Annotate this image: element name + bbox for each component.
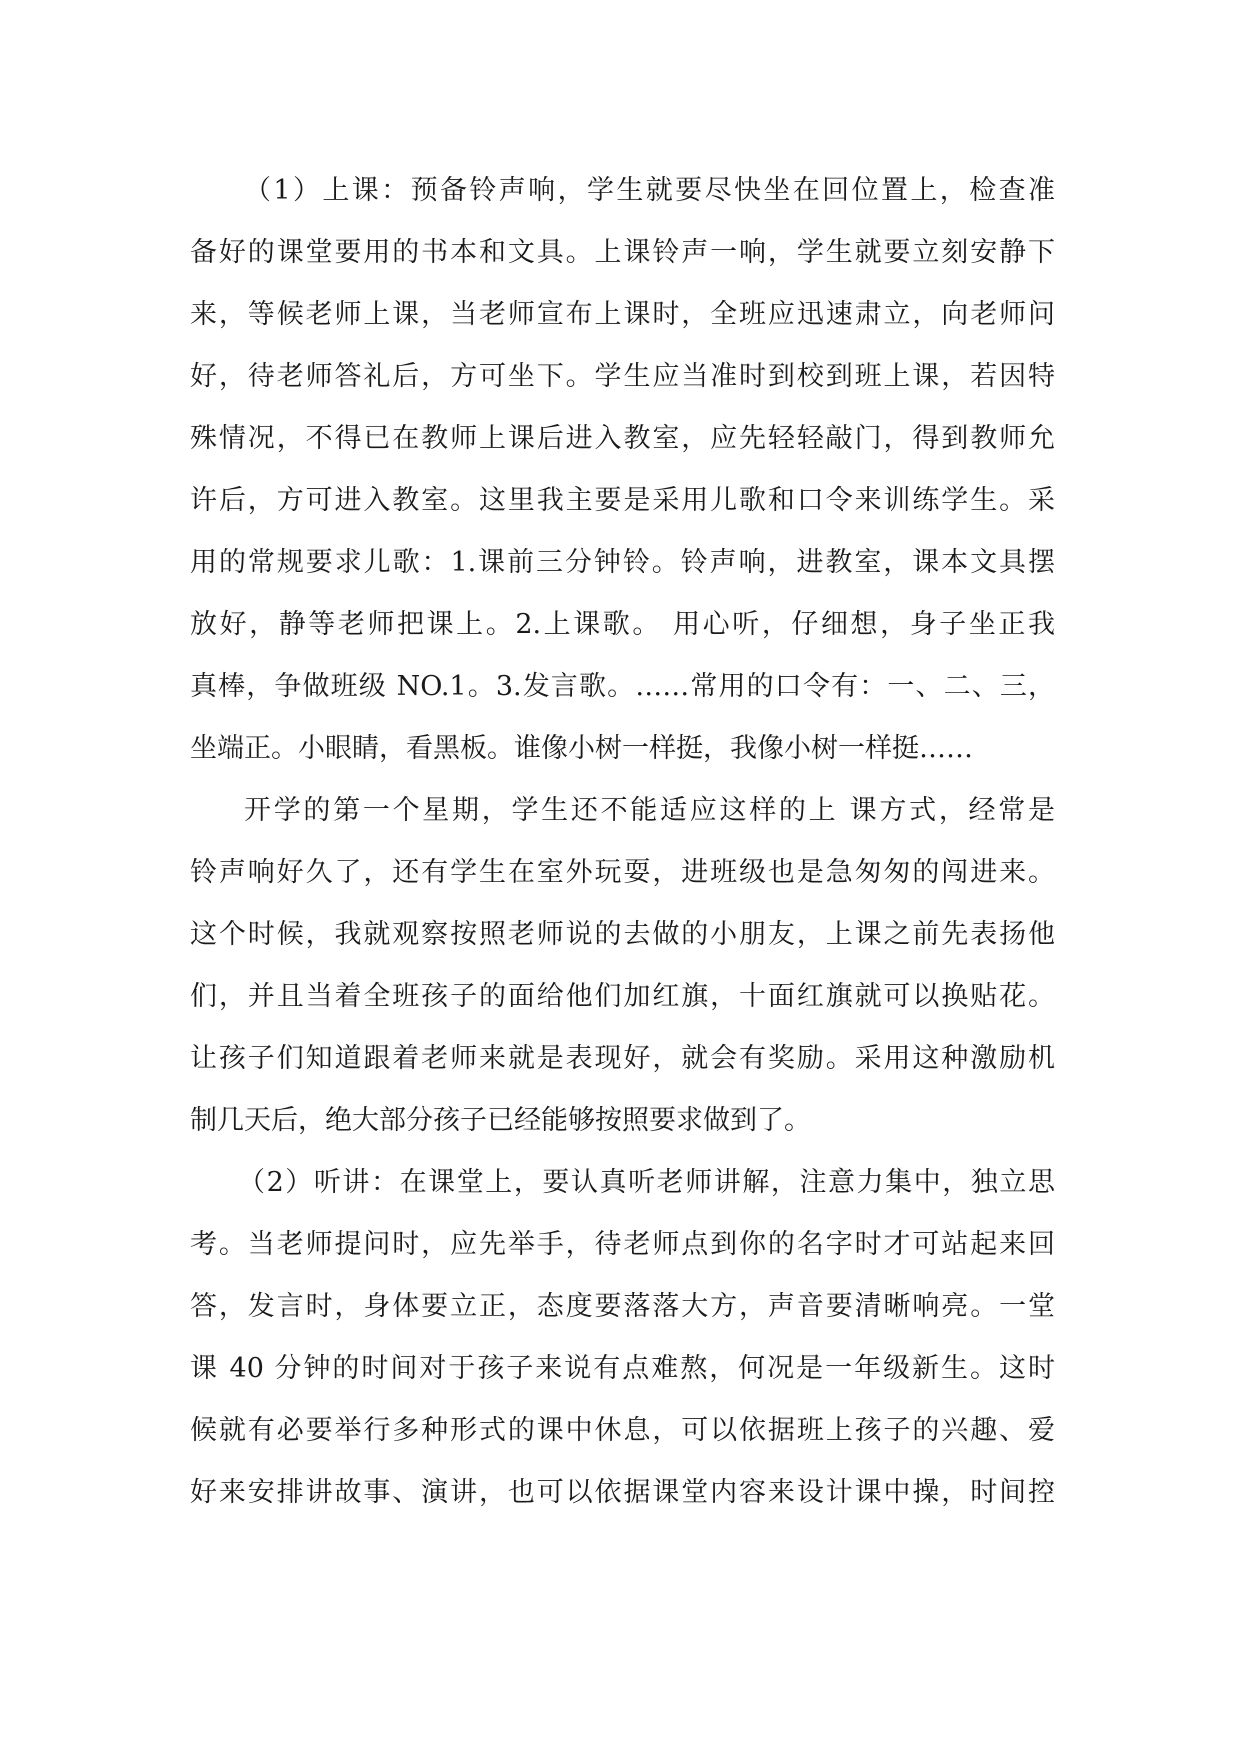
paragraph-2-line: 开学的第一个星期，学生还不能适应这样的上 课方式，经常是 bbox=[244, 795, 1055, 826]
paragraph-1-line: 来，等候老师上课，当老师宣布上课时，全班应迅速肃立，向老师问 bbox=[190, 299, 1055, 330]
paragraph-1-line: 真棒，争做班级 NO.1。3.发言歌。……常用的口令有：一、二、三， bbox=[190, 671, 1055, 702]
paragraph-1-line: （1）上课：预备铃声响，学生就要尽快坐在回位置上，检查准 bbox=[244, 175, 1055, 206]
paragraph-1-line: 坐端正。小眼睛，看黑板。谁像小树一样挺，我像小树一样挺…… bbox=[190, 733, 973, 764]
paragraph-2-line: 让孩子们知道跟着老师来就是表现好，就会有奖励。采用这种激励机 bbox=[190, 1043, 1055, 1074]
paragraph-2-line: 铃声响好久了，还有学生在室外玩耍，进班级也是急匆匆的闯进来。 bbox=[190, 857, 1055, 888]
paragraph-3-line: 课 40 分钟的时间对于孩子来说有点难熬，何况是一年级新生。这时 bbox=[190, 1353, 1055, 1384]
paragraph-2-line: 这个时候，我就观察按照老师说的去做的小朋友，上课之前先表扬他 bbox=[190, 919, 1055, 950]
paragraph-2-line: 制几天后，绝大部分孩子已经能够按照要求做到了。 bbox=[190, 1105, 811, 1136]
paragraph-3-line: 好来安排讲故事、演讲，也可以依据课堂内容来设计课中操，时间控 bbox=[190, 1477, 1055, 1508]
paragraph-1-line: 好，待老师答礼后，方可坐下。学生应当准时到校到班上课，若因特 bbox=[190, 361, 1055, 392]
paragraph-2-line: 们，并且当着全班孩子的面给他们加红旗，十面红旗就可以换贴花。 bbox=[190, 981, 1055, 1012]
paragraph-3-line: （2）听讲：在课堂上，要认真听老师讲解，注意力集中，独立思 bbox=[238, 1167, 1055, 1198]
paragraph-3-line: 考。当老师提问时，应先举手，待老师点到你的名字时才可站起来回 bbox=[190, 1229, 1055, 1260]
paragraph-1-line: 备好的课堂要用的书本和文具。上课铃声一响，学生就要立刻安静下 bbox=[190, 237, 1055, 268]
body-text bbox=[190, 160, 1055, 1524]
paragraph-3-line: 候就有必要举行多种形式的课中休息，可以依据班上孩子的兴趣、爱 bbox=[190, 1415, 1055, 1446]
paragraph-1-line: 殊情况，不得已在教师上课后进入教室，应先轻轻敲门，得到教师允 bbox=[190, 423, 1055, 454]
paragraph-1-line: 放好，静等老师把课上。2.上课歌。 用心听，仔细想，身子坐正我 bbox=[190, 609, 1055, 640]
paragraph-1-line: 许后，方可进入教室。这里我主要是采用儿歌和口令来训练学生。采 bbox=[190, 485, 1055, 516]
paragraph-1-line: 用的常规要求儿歌：1.课前三分钟铃。铃声响，进教室，课本文具摆 bbox=[190, 547, 1055, 578]
paragraph-3-line: 答，发言时，身体要立正，态度要落落大方，声音要清晰响亮。一堂 bbox=[190, 1291, 1055, 1322]
